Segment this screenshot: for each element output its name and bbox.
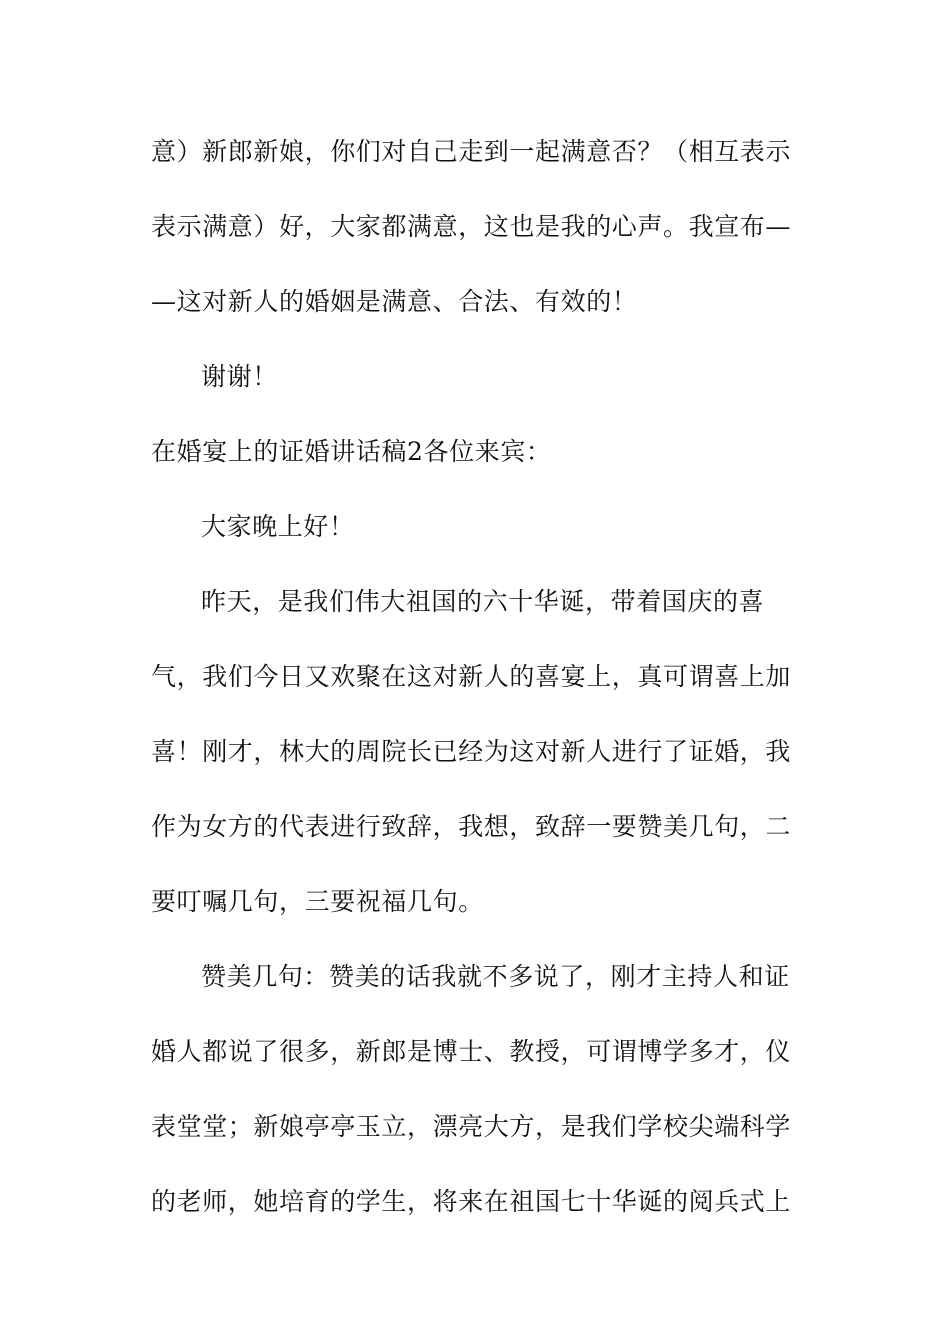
text-line: 意）新郎新娘，你们对自己走到一起满意否？（相互表示 xyxy=(151,137,792,166)
text-line: 婚人都说了很多，新郎是博士、教授，可谓博学多才，仪 xyxy=(151,1037,792,1066)
text-line: —这对新人的婚姻是满意、合法、有效的！ xyxy=(151,287,638,316)
text-line: 大家晚上好！ xyxy=(201,512,355,541)
text-line: 谢谢！ xyxy=(201,362,278,391)
text-line: 昨天，是我们伟大祖国的六十华诞，带着国庆的喜 xyxy=(201,587,765,616)
text-line: 表堂堂；新娘亭亭玉立，漂亮大方，是我们学校尖端科学 xyxy=(151,1112,792,1141)
section-heading: 在婚宴上的证婚讲话稿2各位来宾： xyxy=(151,437,552,466)
text-line: 喜！刚才，林大的周院长已经为这对新人进行了证婚，我 xyxy=(151,737,792,766)
text-line: 要叮嘱几句，三要祝福几句。 xyxy=(151,887,484,916)
text-line: 作为女方的代表进行致辞，我想，致辞一要赞美几句，二 xyxy=(151,812,792,841)
text-line: 气，我们今日又欢聚在这对新人的喜宴上，真可谓喜上加 xyxy=(151,662,792,691)
text-line: 的老师，她培育的学生，将来在祖国七十华诞的阅兵式上 xyxy=(151,1187,792,1216)
text-line: 表示满意）好，大家都满意，这也是我的心声。我宣布— xyxy=(151,212,792,241)
text-line: 赞美几句：赞美的话我就不多说了，刚才主持人和证 xyxy=(201,962,790,991)
